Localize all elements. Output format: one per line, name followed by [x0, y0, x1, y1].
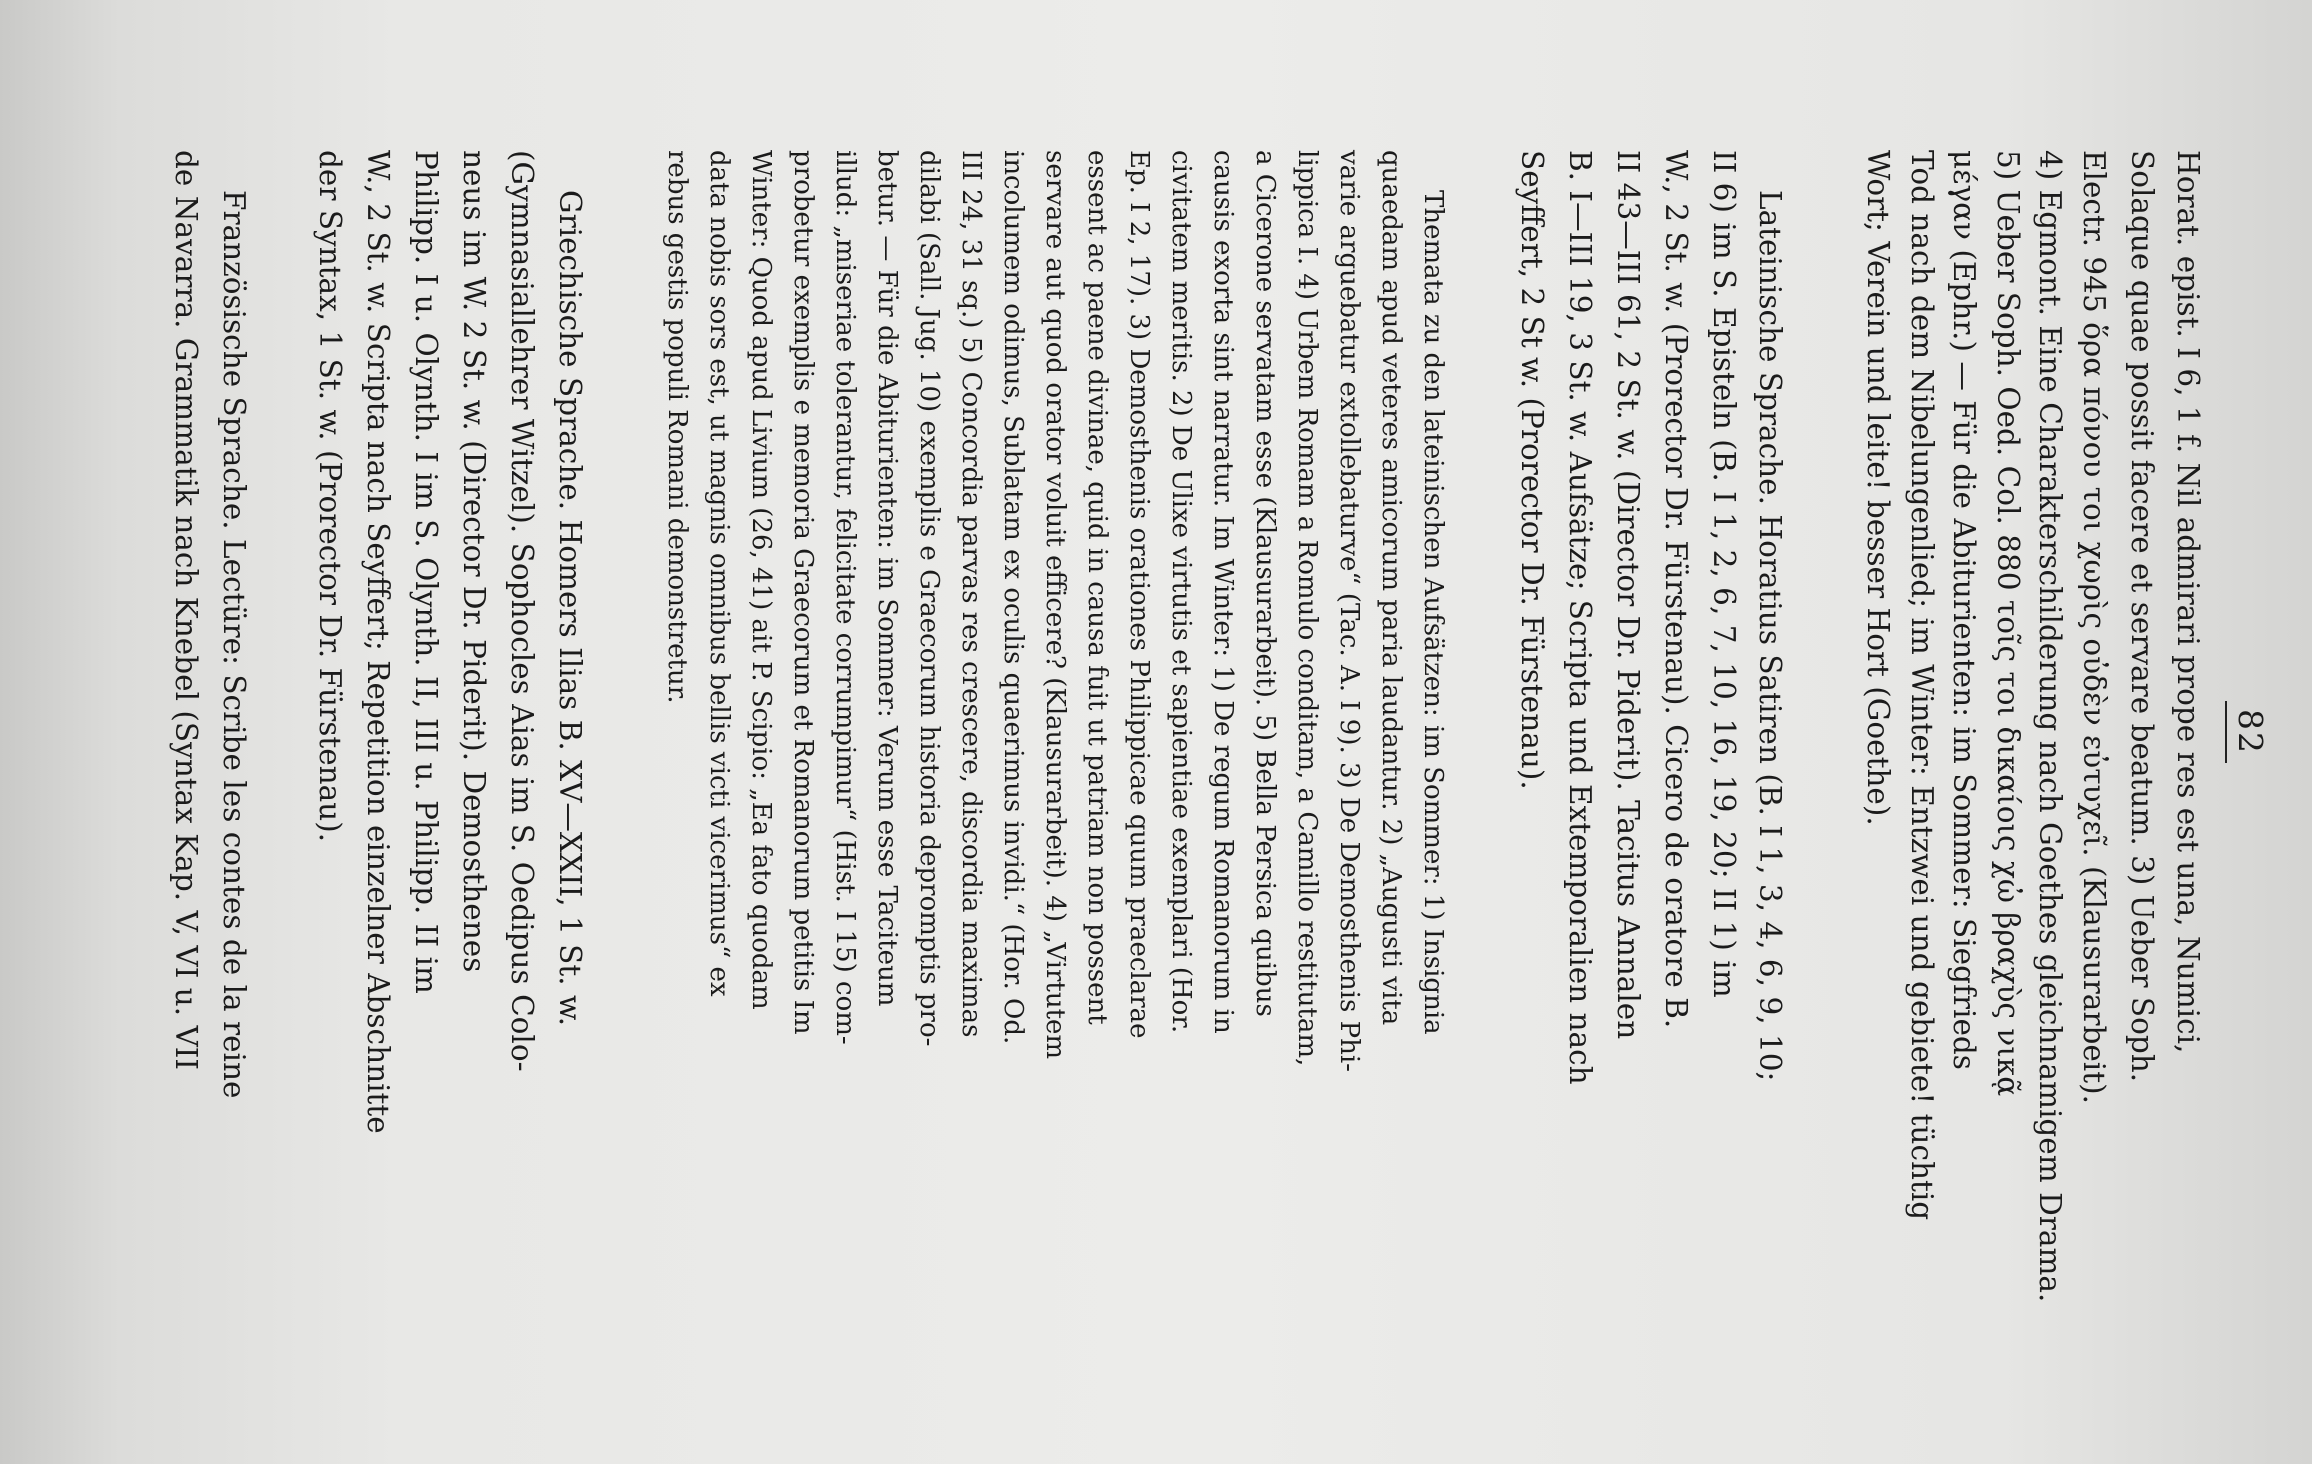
text-line: Lateinische Sprache. Horatius Satiren (B. I 1, 3, 4, 6, 9, 10;	[1753, 190, 1787, 1082]
text-line: incolumem odimus, Sublatam ex oculis quaerimus invidi.“ (Hor. Od.	[998, 150, 1028, 1045]
text-line: betur. — Für die Abiturienten: im Sommer: Verum esse Taciteum	[872, 150, 902, 1007]
text-line: Tod nach dem Nibelungenlied; im Winter: Entzwei und gebiete! tüchtig	[1905, 150, 1939, 1221]
text-line: B. I—III 19, 3 St. w. Aufsätze; Scripta und Extemporalien nach	[1563, 150, 1597, 1085]
text-line: rebus gestis populi Romani demonstretur.	[662, 150, 692, 704]
text-line: essent ac paene divinae, quid in causa fuit ut patriam non possent	[1082, 150, 1112, 1025]
page-number-rule	[2225, 701, 2227, 763]
text-line: Griechische Sprache. Homers Ilias B. XV—XXII, 1 St. w.	[553, 190, 587, 1027]
text-line: Philipp. I u. Olynth. I im S. Olynth. II, III u. Philipp. II im	[409, 150, 443, 994]
text-line: quaedam apud veteres amicorum paria laudantur. 2) „Augusti vita	[1376, 150, 1406, 1026]
text-line: der Syntax, 1 St. w. (Prorector Dr. Fürstenau).	[313, 150, 347, 843]
text-line: Horat. epist. I 6, 1 f. Nil admirari prope res est una, Numici,	[2171, 150, 2205, 1054]
text-line: 5) Ueber Soph. Oed. Col. 880 τοῖς τοι δικαίοις χὠ βραχὺς νικᾷ	[1991, 150, 2025, 1097]
text-line: Electr. 945 ὅρα πόνου τοι χωρὶς οὐδὲν εὐτυχεῖ. (Klausurarbeit).	[2077, 150, 2111, 1104]
text-line: II 6) im S. Episteln (B. I 1, 2, 6, 7, 10, 16, 19, 20; II 1) im	[1707, 150, 1741, 998]
text-line: Winter: Quod apud Livium (26, 41) ait P. Scipio: „Ea fato quodam	[746, 150, 776, 1010]
text-line: Ep. I 2, 17). 3) Demosthenis orationes Philippicae quum praeclarae	[1124, 150, 1154, 1039]
text-line: W., 2 St. w. (Prorector Dr. Fürstenau). Cicero de oratore B.	[1659, 150, 1693, 1029]
text-line: probetur exemplis e memoria Graecorum et Romanorum petitis Im	[788, 150, 818, 1035]
text-line: dilabi (Sall. Jug. 10) exemplis e Graecorum historia depromptis pro-	[914, 150, 944, 1047]
text-line: servare aut quod orator voluit efficere? (Klausurarbeit). 4) „Virtutem	[1040, 150, 1070, 1060]
page-number	[2225, 0, 2270, 1464]
text-line: 4) Egmont. Eine Charakterschilderung nach Goethes gleichnamigem Drama.	[2033, 150, 2067, 1303]
text-line: II 43—III 61, 2 St. w. (Director Dr. Piderit). Tacitus Annalen	[1611, 150, 1645, 1040]
text-line: data nobis sors est, ut magnis omnibus bellis victi vicerimus“ ex	[704, 150, 734, 997]
text-line: causis exorta sint narratur. Im Winter: 1) De regum Romanorum in	[1208, 150, 1238, 1034]
text-line: Themata zu den lateinischen Aufsätzen: im Sommer: 1) Insignia	[1418, 190, 1448, 1035]
text-line: Seyffert, 2 St w. (Prorector Dr. Fürstenau).	[1515, 150, 1549, 790]
text-line: a Cicerone servatam esse (Klausurarbeit). 5) Bella Persica quibus	[1250, 150, 1280, 1017]
text-line: Solaque quae possit facere et servare beatum. 3) Ueber Soph.	[2125, 150, 2159, 1083]
text-line: civitatem meritis. 2) De Ulixe virtutis et sapientiae exemplari (Hor.	[1166, 150, 1196, 1034]
text-line: illud: „miseriae tolerantur, felicitate corrumpimur“ (Hist. I 15) com-	[830, 150, 860, 1045]
text-line: W., 2 St. w. Scripta nach Seyffert; Repetition einzelner Abschnitte	[361, 150, 395, 1134]
page-number-text: 82	[2231, 709, 2270, 755]
text-line: de Navarra. Grammatik nach Knebel (Syntax Kap. V, VI u. VII	[169, 150, 203, 1071]
text-line: Französische Sprache. Lectüre: Scribe les contes de la reine	[217, 190, 251, 1099]
text-line: Wort; Verein und leite! besser Hort (Goethe).	[1861, 150, 1895, 826]
text-line: lippica I. 4) Urbem Romam a Romulo conditam, a Camillo restitutam,	[1292, 150, 1322, 1067]
text-line: neus im W. 2 St. w. (Director Dr. Piderit). Demosthenes	[457, 150, 491, 973]
text-line: (Gymnasiallehrer Witzel). Sophocles Aias im S. Oedipus Colo-	[505, 150, 539, 1072]
text-line: varie arguebatur extollebaturve“ (Tac. A. I 9). 3) De Demosthenis Phi-	[1334, 150, 1364, 1072]
text-line: μέγαν (Ephr.) — Für die Abiturienten: im Sommer: Siegfrieds	[1947, 150, 1981, 1070]
text-line: III 24, 31 sq.) 5) Concordia parvas res crescere, discordia maximas	[956, 150, 986, 1038]
